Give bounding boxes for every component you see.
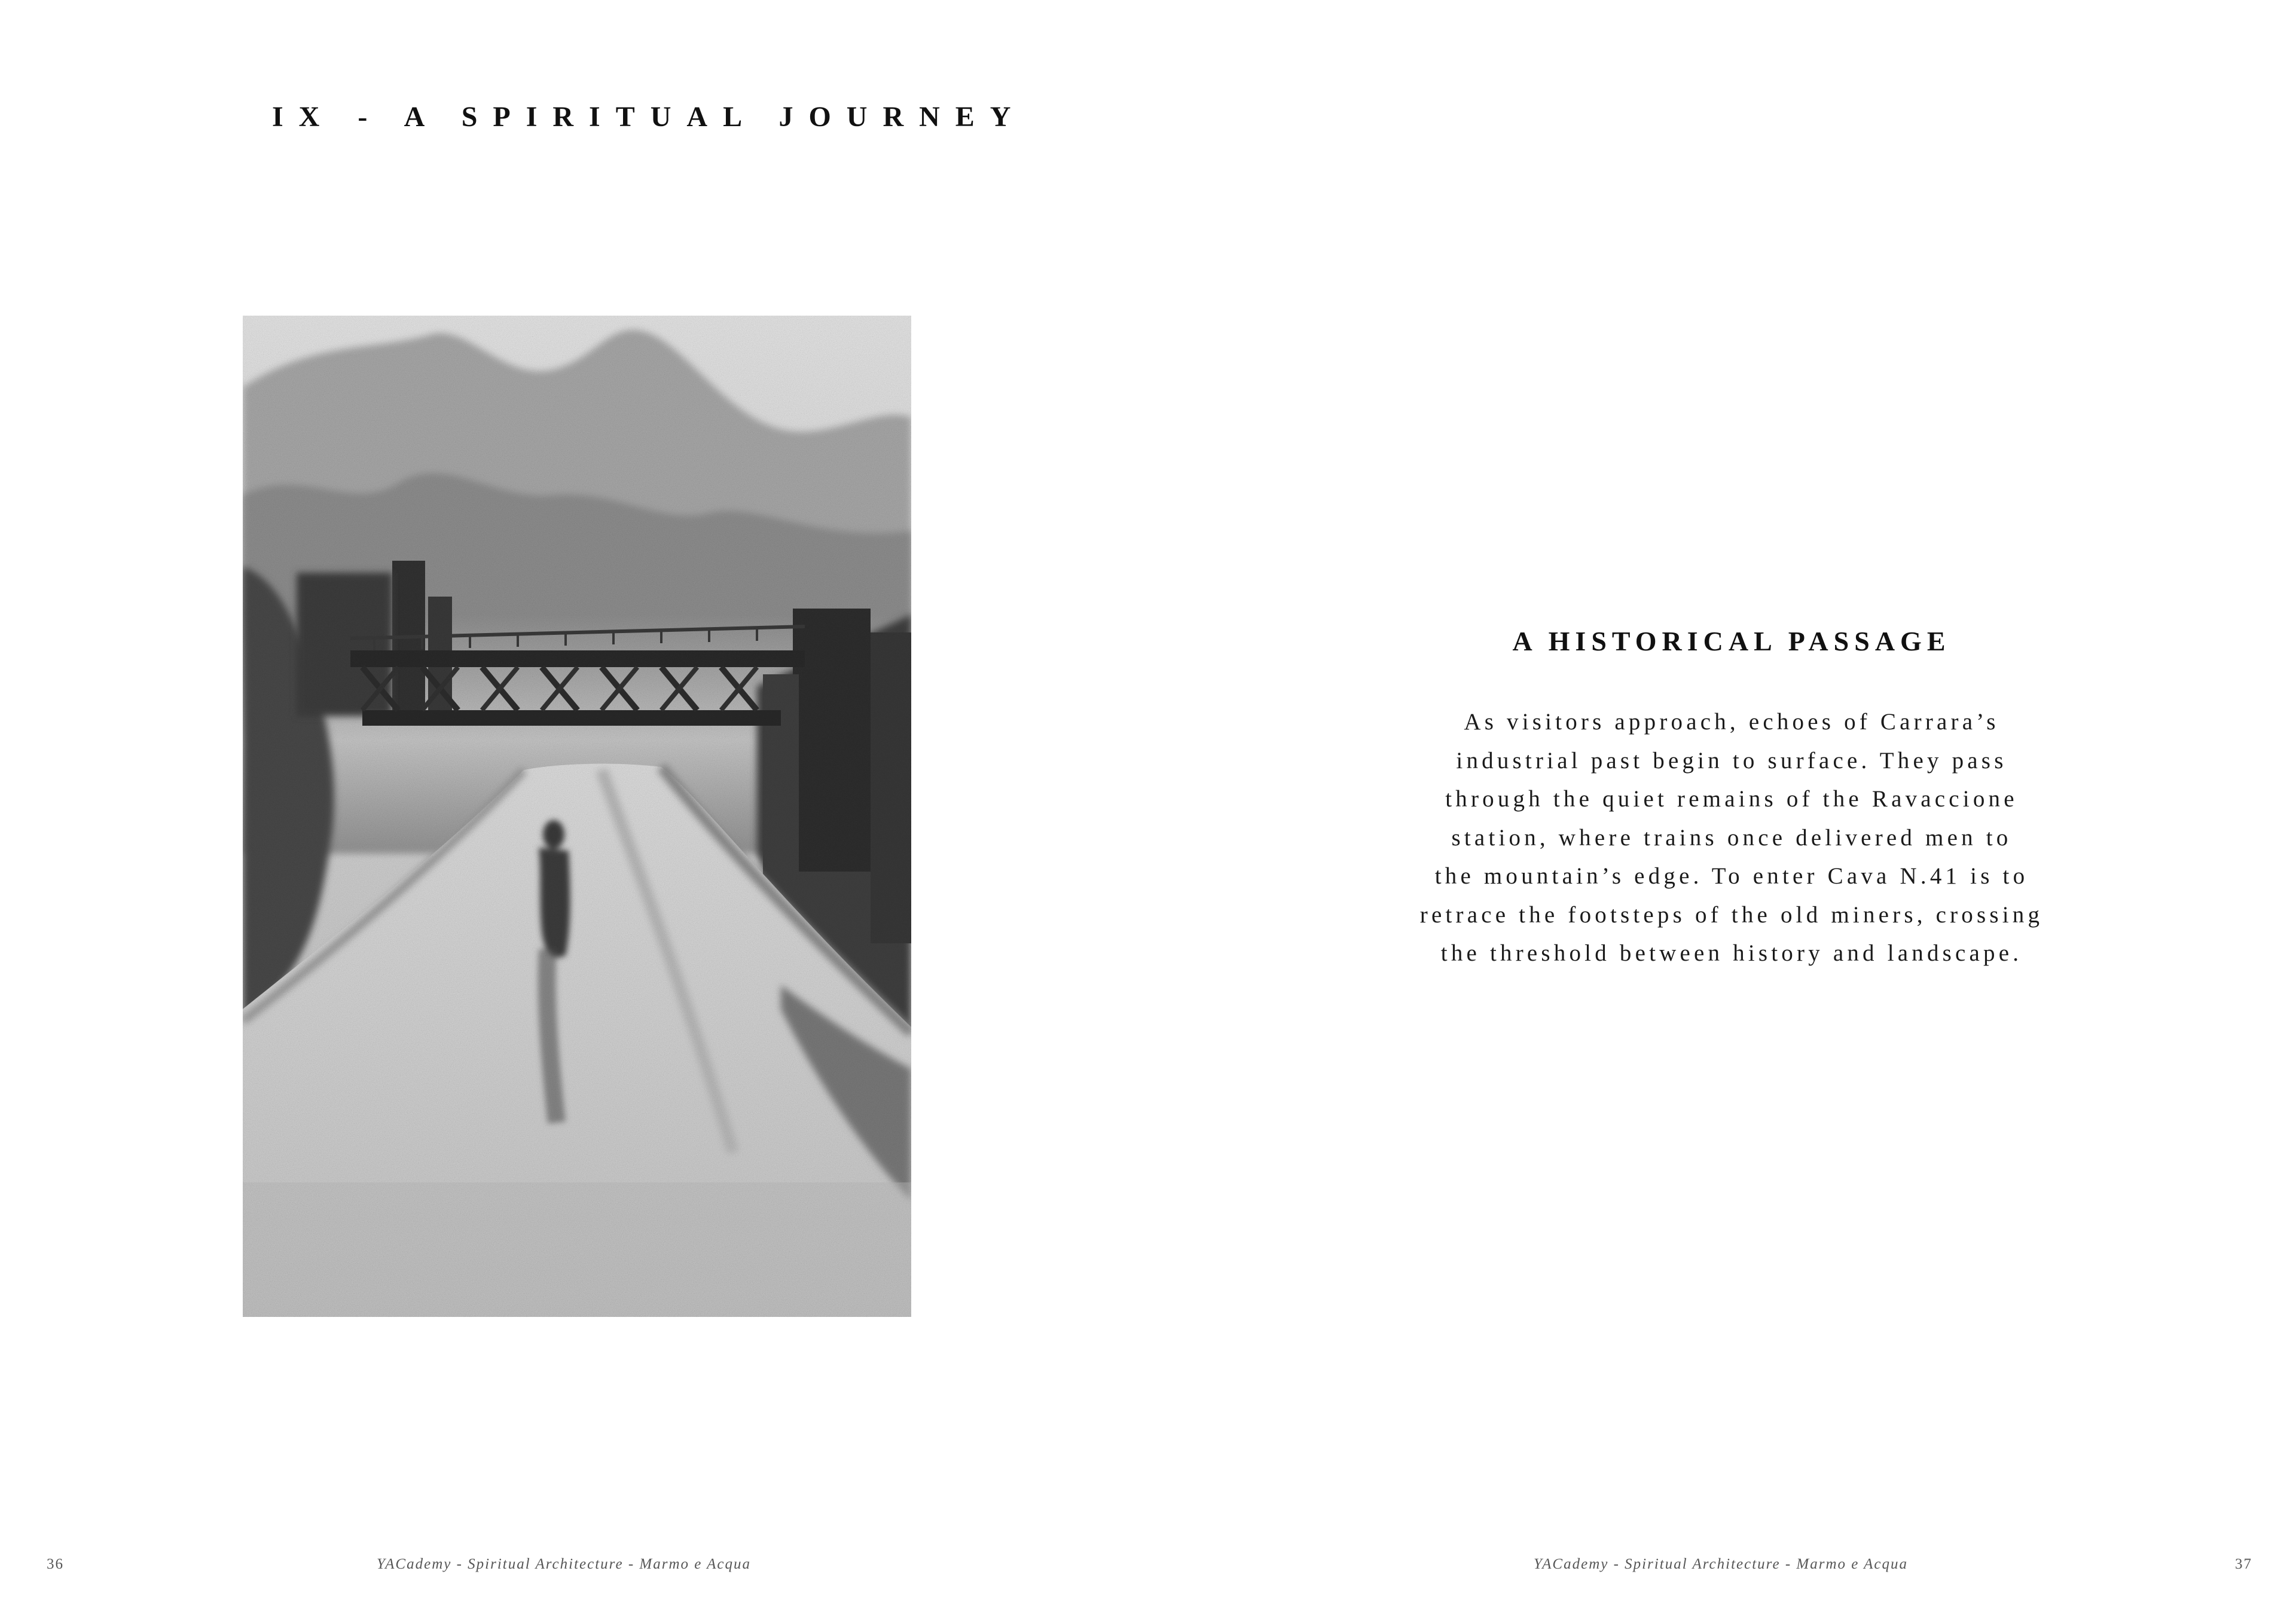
running-footer-right: YACademy - Spiritual Architecture - Marmo e Acqua bbox=[1534, 1556, 1909, 1572]
body-line: the mountain’s edge. To enter Cava N.41 is to bbox=[1434, 863, 2029, 889]
running-footer-left: YACademy - Spiritual Architecture - Marmo e Acqua bbox=[377, 1556, 752, 1572]
charcoal-drawing-illustration bbox=[243, 316, 911, 1317]
body-paragraph bbox=[1367, 703, 2096, 973]
body-line: the threshold between history and landscape. bbox=[1440, 940, 2023, 966]
body-line: retrace the footsteps of the old miners, crossing bbox=[1419, 901, 2044, 928]
body-line: through the quiet remains of the Ravaccione bbox=[1445, 786, 2018, 812]
body-line: industrial past begin to surface. They pass bbox=[1456, 747, 2007, 774]
body-line: station, where trains once delivered men to bbox=[1451, 824, 2012, 851]
body-line: As visitors approach, echoes of Carrara’s bbox=[1464, 709, 1999, 735]
chapter-title: IX - A SPIRITUAL JOURNEY bbox=[272, 101, 1027, 133]
page-number-left: 36 bbox=[47, 1556, 64, 1572]
section-title: A HISTORICAL PASSAGE bbox=[1512, 626, 1951, 656]
page-number-right: 37 bbox=[2235, 1556, 2252, 1572]
